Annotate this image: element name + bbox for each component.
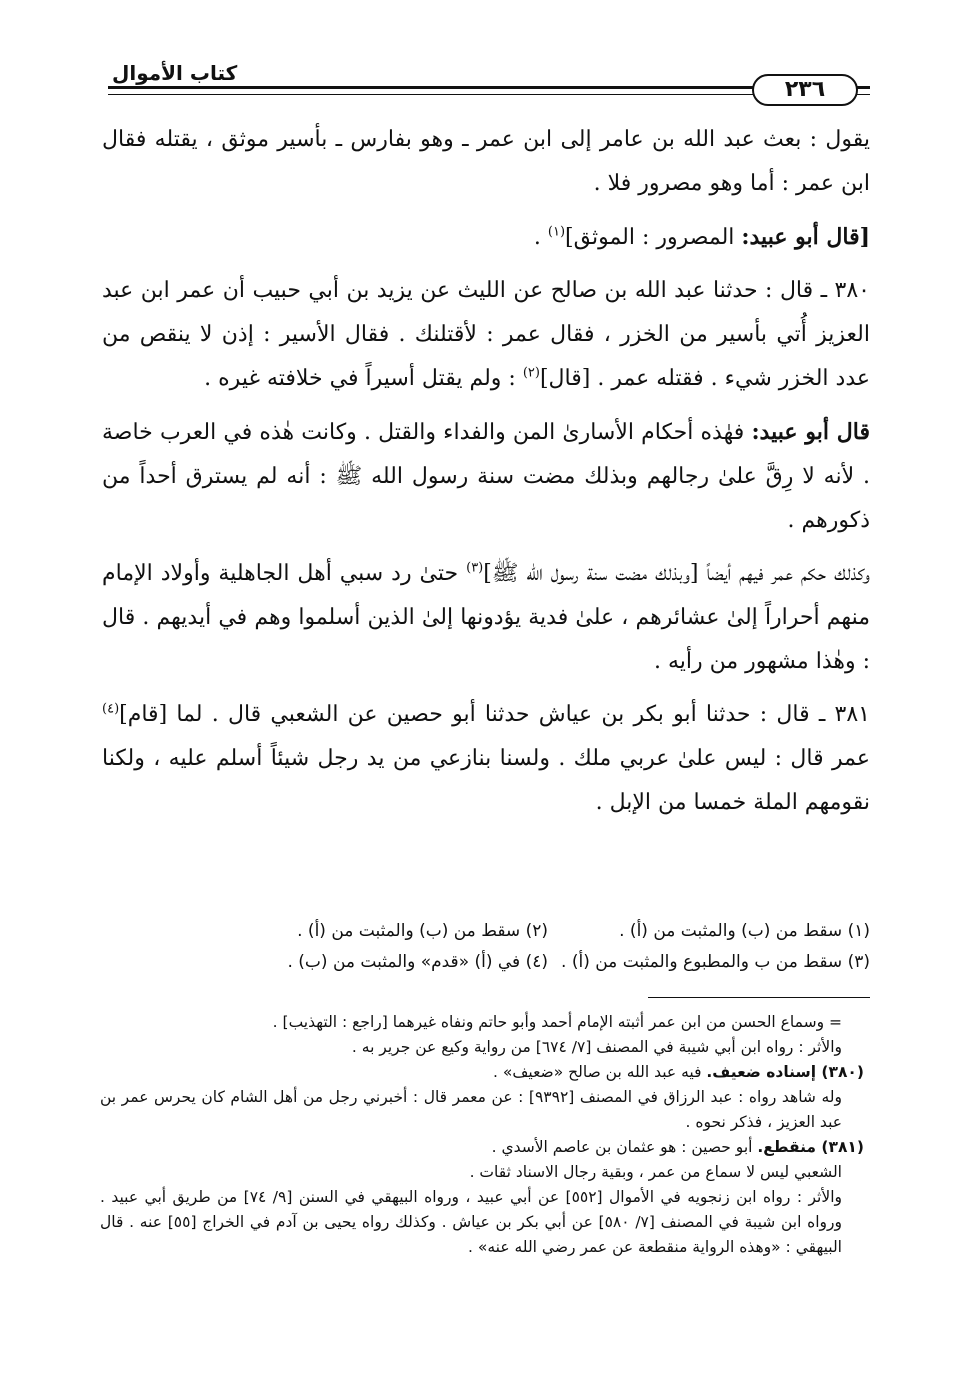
commentary-line: وله شاهد رواه : عبد الرزاق في المصنف [٩٣٩٢] : عن معمر قال : أخبرني رجل من أهل الشام كان يحرس عمر بن عبد العزيز ، فذكر نحوه . [100,1088,842,1131]
commentary-entry-text: فيه عبد الله بن صالح «ضعيف» . [493,1063,707,1081]
commentary-entry-text: أبو حصين : هو عثمان بن عاصم الأسدي . [491,1138,758,1156]
paragraph-3 [102,269,870,401]
commentary-entry-380 [100,1060,870,1085]
footnote-row [160,947,870,978]
paragraph-6-end: عمر قال : ليس علىٰ عربي ملك . ولسنا بنازعي من يد رجل شيئاً أسلم عليه ، ولكنا نقومهم الملة خمسا من الإبل . [102,746,870,815]
paragraph-3-end: : ولم يقتل أسيراً في خلافته غيره . [204,366,523,391]
footnote-4: (٤) في (أ) «قدم» والمثبت من (ب) . [287,952,548,972]
paragraph-1: يقول : بعث عبد الله بن عامر إلى ابن عمر ـ وهو بفارس ـ بأسير موثق ، يقتله فقال ابن عمر : أما وهو مصرور فلا . [102,127,870,196]
footnote-2: (٢) سقط من (ب) والمثبت من (أ) . [297,921,548,941]
paragraph-2-text: المصرور : الموثق] [565,225,742,250]
footnote-3: (٣) سقط من ب والمطبوع والمثبت من (أ) . [561,952,870,972]
page-number: ٢٣٦ [752,74,858,106]
commentary-line: والأثر : رواه ابن زنجويه في الأموال [٥٥٢] عن أبي عبيد ، ورواه البيهقي في السنن [٩/ ٧٤] من طريق أبي عبيد . ورواه ابن شيبة في المصنف [٧/ ٥٨٠] عن أبي بكر بن عياش . وكذلك رواه يحيى بن آدم في الخراج [٥٥] عنه . قال البيهقي : «وهذه الرواية منقطعة عن عمر رضي الله عنه» . [100,1188,842,1256]
commentary-entry-381 [100,1135,870,1160]
paragraph-6 [102,693,870,825]
footnote-ref-1: (١) [547,224,566,240]
main-text [102,118,870,834]
paragraph-3-text: ٣٨٠ ـ قال : حدثنا عبد الله بن صالح عن الليث عن يزيد بن أبي حبيب أن عمر ابن عبد العزيز أُتي بأسير من الخزر ، فقال عمر : لأقتلنك . فقال الأسير : إذن لا ينقص من عدد الخزر شيء . فقتله عمر . [قال] [102,278,870,391]
commentary-entry-label: (٣٨٠) إسناده ضعيف. [706,1063,864,1081]
footnote-ref-4: (٤) [102,701,120,717]
footnote-row [160,916,870,947]
paragraph-5-text: وكذلك حكم عمر فيهم أيضاً [وبذلك مضت سنة رسول الله ﷺ] [483,561,870,586]
paragraph-5-end: حتىٰ رد سبي أهل الجاهلية وأولاد الإمام منهم أحراراً إلىٰ عشائرهم ، علىٰ فدية يؤدونها إلىٰ الذين أسلموا وهم في أيديهم . قال : وهٰذا مشهور من رأيه . [102,561,870,674]
paragraph-5 [102,552,870,684]
footnote-ref-2: (٢) [522,365,540,381]
abu-ubaid-label: قال أبو عبيد: [751,419,870,445]
commentary [100,1010,870,1260]
footnotes [160,916,870,978]
commentary-line: والأثر : رواه ابن أبي شيبة في المصنف [٧/ ٦٧٤] من رواية وكيع عن جرير به . [351,1038,842,1056]
abu-ubaid-label: [قال أبو عبيد: [741,224,870,250]
paragraph-4-text: فهٰذه أحكام الأسارىٰ المن والفداء والقتل . وكانت هٰذه في العرب خاصة . لأنه لا رِقَّ علىٰ رجالهم وبذلك مضت سنة رسول الله ﷺ : أنه لم يسترق أحداً من ذكورهم . [102,420,870,533]
commentary-line: = وسماع الحسن من ابن عمر أثبته الإمام أحمد وأبو حاتم ونفاه غيرهما [راجع : التهذيب] . [272,1013,842,1031]
book-title: كتاب الأموال [108,62,241,84]
commentary-divider [648,997,870,998]
commentary-line: الشعبي ليس لا سماع من عمر ، وبقية رجال الاسناد ثقات . [469,1163,842,1181]
commentary-entry-label: (٣٨١) منقطع. [757,1138,864,1156]
paragraph-2-end: . [533,225,548,250]
page-header [108,62,870,108]
paragraph-4 [102,410,870,543]
paragraph-6-text: ٣٨١ ـ قال : حدثنا أبو بكر بن عياش حدثنا أبو حصين عن الشعبي قال . لما [قام] [119,702,870,727]
footnote-1: (١) سقط من (ب) والمثبت من (أ) . [619,921,870,941]
paragraph-2 [102,215,870,260]
footnote-ref-3: (٣) [466,560,484,576]
